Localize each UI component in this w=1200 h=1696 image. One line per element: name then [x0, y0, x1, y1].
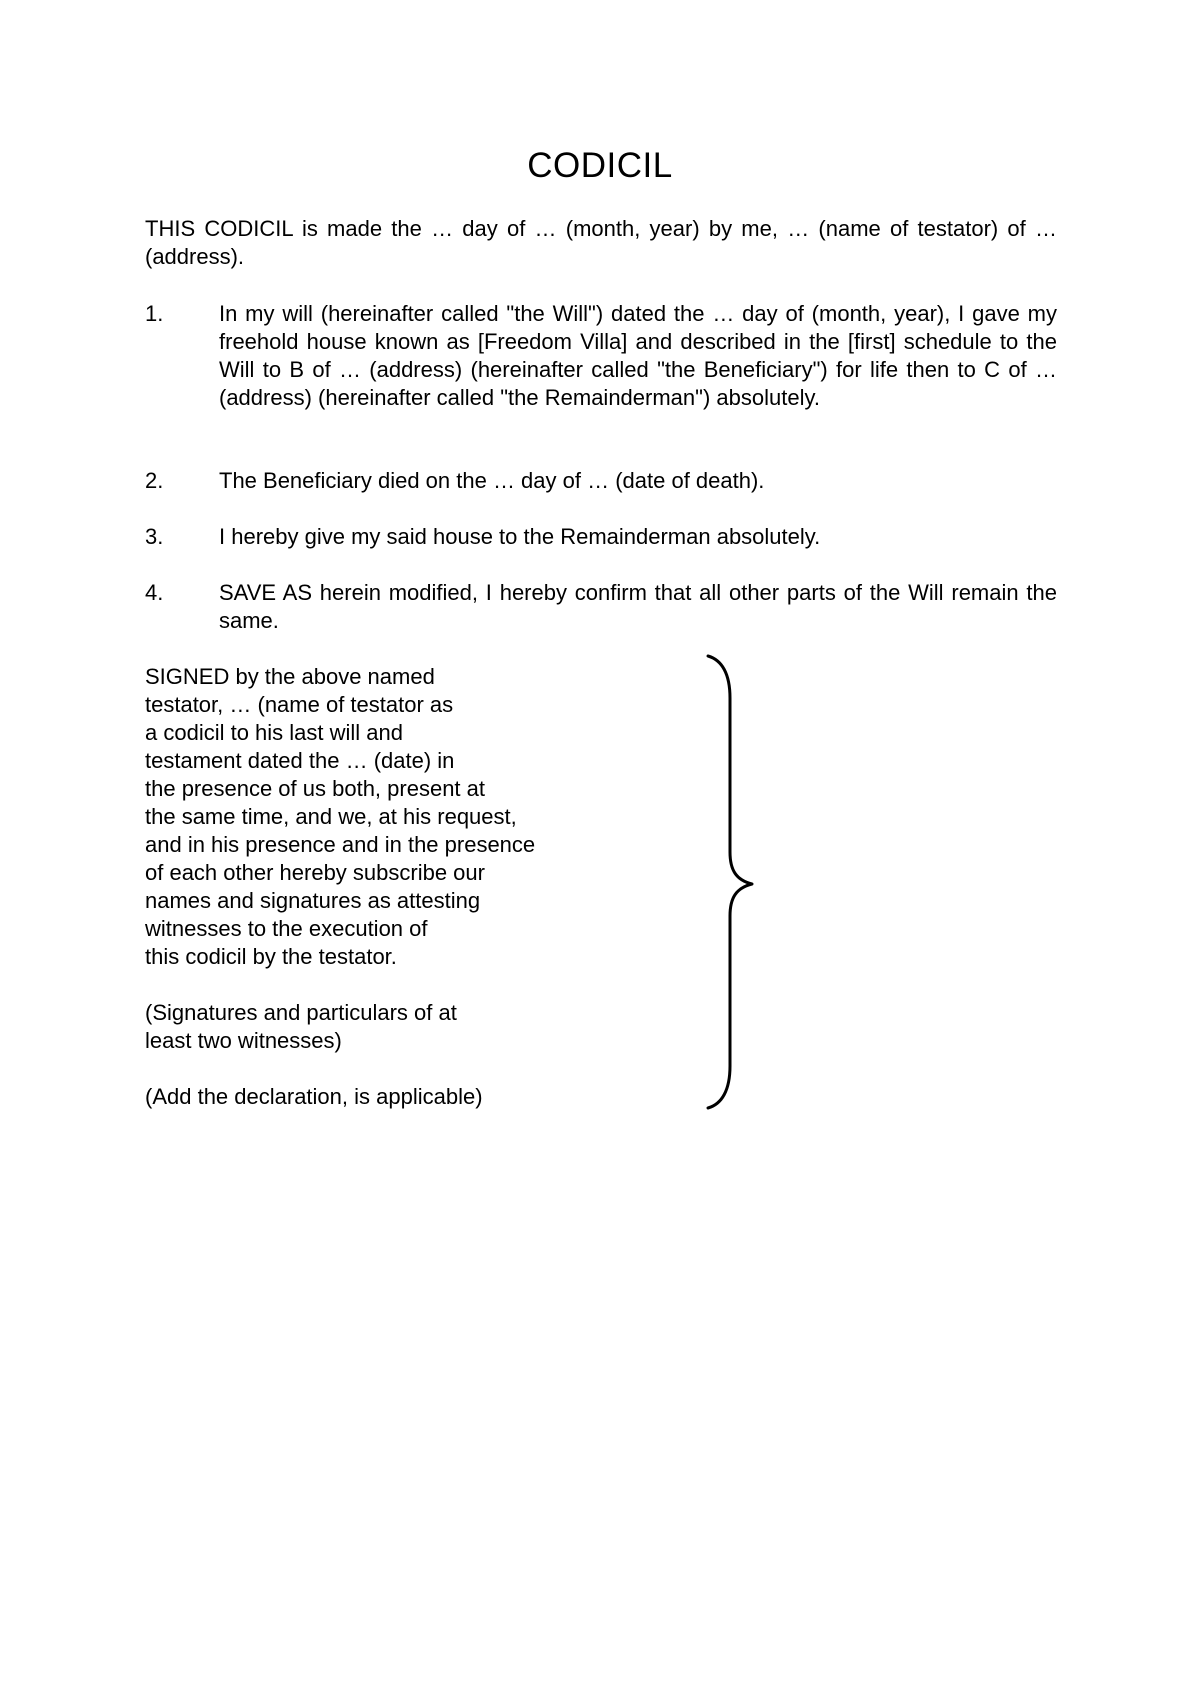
clause-number: 1. [145, 301, 164, 326]
attestation-block [145, 663, 615, 1111]
declaration-note: (Add the declaration, is applicable) [145, 1084, 483, 1109]
document-title: CODICIL [527, 146, 673, 185]
witness-note: (Signatures and particulars of at least two witnesses) [145, 1000, 457, 1053]
clause-4 [145, 579, 1057, 635]
clause-text: The Beneficiary died on the … day of … (date of death). [219, 468, 765, 493]
right-curly-brace [700, 652, 760, 1112]
clause-number: 4. [145, 580, 164, 605]
intro-paragraph: THIS CODICIL is made the … day of … (month, year) by me, … (name of testator) of … (address). [145, 216, 1057, 269]
clause-2 [145, 467, 1057, 495]
clause-1 [145, 300, 1057, 412]
clause-text: In my will (hereinafter called "the Will") dated the … day of (month, year), I gave my freehold house known as [Freedom Villa] and described in the [first] schedule to the Will to B of … (address) (hereinafter called "the Beneficiary") for life then to C of … (address) (hereinafter called "the Remainderman") absolutely. [219, 301, 1057, 410]
attestation-clause: SIGNED by the above named testator, … (name of testator as a codicil to his last will and testament dated the … (date) in the presence of us both, present at the same time, and we, at his request, and in his presence and in the presence of each other hereby subscribe our names and signatures as attesting witnesses to the execution of this codicil by the testator. [145, 664, 536, 969]
clause-text: SAVE AS herein modified, I hereby confirm that all other parts of the Will remain the same. [219, 580, 1057, 633]
clause-number: 2. [145, 468, 164, 493]
clause-text: I hereby give my said house to the Remainderman absolutely. [219, 524, 821, 549]
clause-3 [145, 523, 1057, 551]
clause-number: 3. [145, 524, 164, 549]
